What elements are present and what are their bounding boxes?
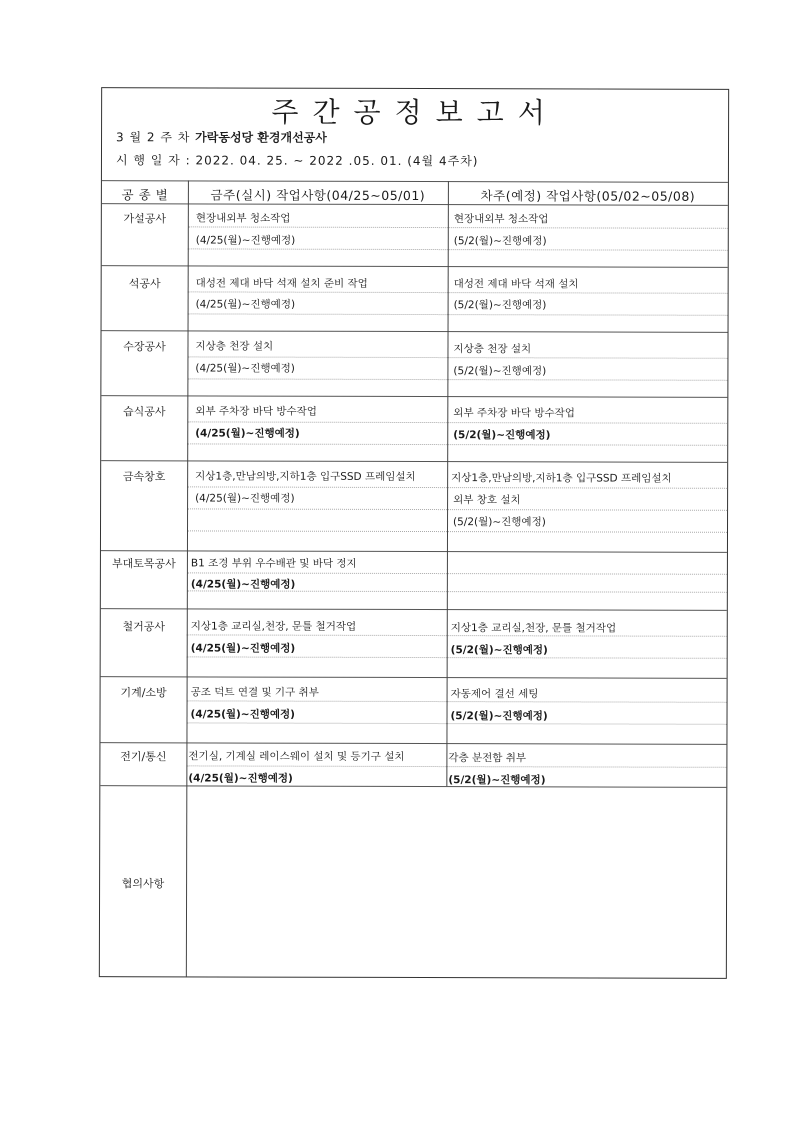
row-divider <box>102 265 728 268</box>
sub-row-line <box>187 572 727 574</box>
this-week-task: 전기실, 기계실 레이스웨이 설치 및 등기구 설치 <box>188 750 405 763</box>
next-week-task: 지상1층 교리실,천장, 문틀 철거작업 <box>450 622 617 635</box>
category-label: 습식공사 <box>123 405 166 419</box>
this-week-schedule: (4/25(월)~진행예정) <box>195 427 300 440</box>
sub-row-line <box>188 248 728 250</box>
next-week-schedule: (5/2(월)~진행예정) <box>453 235 547 248</box>
category-label: 전기/통신 <box>120 750 167 764</box>
row-divider <box>101 550 727 553</box>
row-divider <box>101 676 727 679</box>
sub-row-line <box>187 421 727 423</box>
this-week-task: 대성전 제대 바닥 석재 설치 준비 작업 <box>195 277 368 290</box>
next-week-task: 각층 분전함 취부 <box>448 752 527 765</box>
this-week-schedule: (4/25(월)~진행예정) <box>190 578 296 591</box>
this-week-schedule: (4/25(월)~진행예정) <box>190 642 296 655</box>
row-divider <box>101 608 727 611</box>
header-this-week: 금주(실시) 작업사항(04/25~05/01) <box>210 187 426 204</box>
category-label: 기계/소방 <box>120 686 167 700</box>
consultation-area <box>187 786 725 977</box>
next-week-task: 대성전 제대 바닥 석재 설치 <box>453 278 579 291</box>
row-divider <box>101 460 727 463</box>
project-name: 가락동성당 환경개선공사 <box>195 130 327 145</box>
sub-row-line <box>187 443 727 445</box>
this-week-task: 지상층 천장 설치 <box>195 340 274 353</box>
this-week-task: 외부 주차장 바닥 방수작업 <box>195 405 317 418</box>
sub-row-line <box>188 226 728 228</box>
sub-row-line <box>187 530 727 532</box>
next-week-schedule: (5/2(월)~진행예정) <box>450 644 548 657</box>
report-title: 주간공정보고서 <box>271 95 559 130</box>
next-week-task: 외부 주차장 바닥 방수작업 <box>453 407 575 420</box>
category-label: 부대토목공사 <box>112 557 176 571</box>
this-week-schedule: (4/25(월)~진행예정) <box>190 708 296 721</box>
row-divider <box>102 330 728 333</box>
next-week-schedule: (5/2(월)~진행예정) <box>448 774 546 787</box>
next-week-schedule: (5/2(월)~진행예정) <box>450 710 548 723</box>
category-label: 철거공사 <box>122 620 166 634</box>
sub-row-line <box>187 378 727 380</box>
next-week-task: 지상1층,만남의방,지하1층 입구SSD 프레임설치 <box>451 472 672 485</box>
header-next-week: 차주(예정) 작업사항(05/02~05/08) <box>480 188 696 204</box>
next-week-task: 자동제어 결선 세팅 <box>450 688 539 701</box>
sub-row-line <box>187 356 727 358</box>
report-subtitle <box>116 128 327 146</box>
header-category: 공 종 별 <box>121 187 169 203</box>
sub-row-line <box>188 313 728 315</box>
this-week-schedule: (4/25(월)~진행예정) <box>195 298 296 311</box>
category-label: 가설공사 <box>123 212 167 226</box>
this-week-schedule: (4/25(월)~진행예정) <box>195 362 295 375</box>
row-divider <box>101 395 727 398</box>
category-label: 석공사 <box>128 277 161 291</box>
next-week-task: 외부 창호 설치 <box>453 494 521 507</box>
next-week-schedule: (5/2(월)~진행예정) <box>453 516 546 529</box>
column-divider-weeks <box>446 181 449 786</box>
this-week-task: 현장내외부 청소작업 <box>195 212 291 225</box>
sub-row-line <box>187 508 727 510</box>
next-week-schedule: (5/2(월)~진행예정) <box>453 299 547 312</box>
this-week-task: 지상1층,만남의방,지하1층 입구SSD 프레임설치 <box>195 470 416 484</box>
this-week-task: B1 조경 부위 우수배관 및 바닥 정지 <box>190 557 357 570</box>
category-label: 수장공사 <box>123 340 166 354</box>
week-label: 3 월 2 주 차 <box>116 130 191 145</box>
next-week-task: 현장내외부 청소작업 <box>453 213 549 226</box>
this-week-task: 지상1층 교리실,천장, 문틀 철거작업 <box>190 620 357 633</box>
consultation-label: 협의사항 <box>121 877 165 891</box>
sub-row-line <box>188 291 728 293</box>
sub-row-line <box>186 765 726 767</box>
next-week-task: 지상층 천장 설치 <box>453 343 532 356</box>
next-week-schedule: (5/2(월)~진행예정) <box>453 429 551 442</box>
report-period: 시 행 일 자 : 2022. 04. 25. ~ 2022 .05. 01. (4월 4주차) <box>115 153 479 169</box>
sub-row-line <box>187 486 727 488</box>
this-week-schedule: (4/25(월)~진행예정) <box>195 234 296 247</box>
next-week-schedule: (5/2(월)~진행예정) <box>453 365 547 378</box>
table-top-border <box>102 180 728 183</box>
this-week-task: 공조 덕트 연결 및 기구 취부 <box>190 686 319 699</box>
category-label: 금속창호 <box>122 470 166 484</box>
row-divider <box>100 742 726 745</box>
this-week-schedule: (4/25(월)~진행예정) <box>195 492 295 505</box>
report-sheet <box>99 87 729 979</box>
this-week-schedule: (4/25(월)~진행예정) <box>188 772 293 785</box>
